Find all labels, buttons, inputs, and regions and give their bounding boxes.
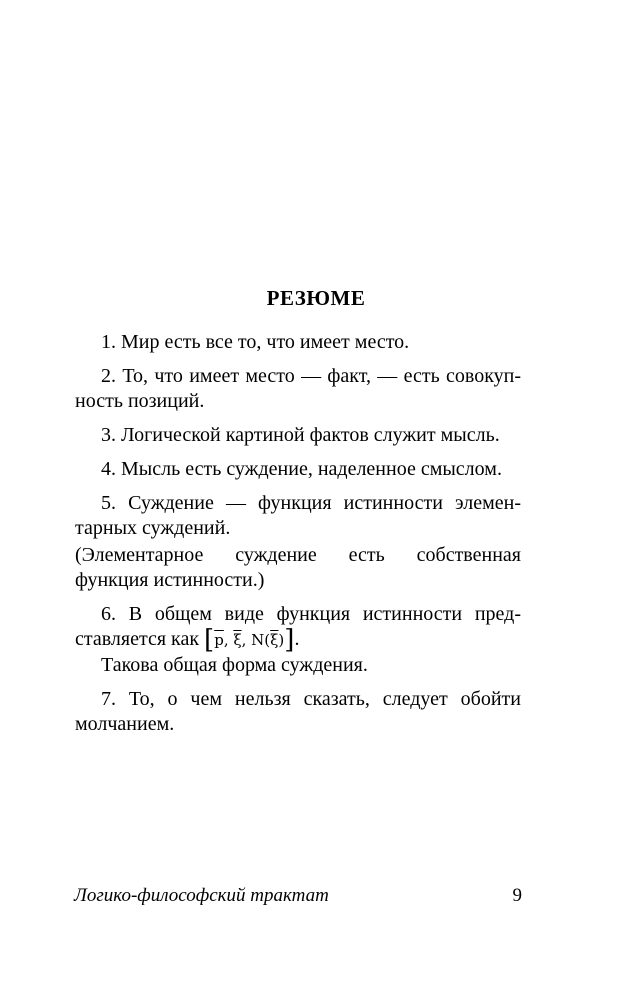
summary-item-7: 7. То, о чем нельзя сказать, следует обойти молчанием. <box>75 688 521 735</box>
page-title: РЕЗЮМЕ <box>266 286 366 310</box>
general-form-formula: [$\overline{p}$, $\overline{\xi}$, $N(\overline{\xi})$] <box>204 625 295 655</box>
summary-item-1: 1. Мир есть все то, что имеет место. <box>101 331 410 353</box>
summary-item-5-comment: (Элементарное суждение есть собственная функция истинности.) <box>75 544 521 591</box>
summary-item-2: 2. То, что имеет место — факт, — есть совокуп- ность позиций. <box>75 365 521 412</box>
summary-item-4: 4. Мысль есть суждение, наделенное смыслом. <box>101 458 502 480</box>
page-number: 9 <box>512 885 522 906</box>
summary-item-3: 3. Логической картиной фактов служит мысль. <box>101 424 500 446</box>
summary-item-5: 5. Суждение — функция истинности элемен- тарных суждений. <box>75 492 521 539</box>
summary-body <box>75 330 521 737</box>
summary-item-6: 6. В общем виде функция истинности пред- ставляется как [$\overline{p}$, $\overline{\xi}$, $N(\overline{\xi})$]. <box>75 603 521 655</box>
running-title: Логико-философский трактат <box>74 885 329 906</box>
item-6-text: ставляется как <box>75 628 200 650</box>
summary-item-6-comment: Такова общая форма суждения. <box>101 654 368 676</box>
